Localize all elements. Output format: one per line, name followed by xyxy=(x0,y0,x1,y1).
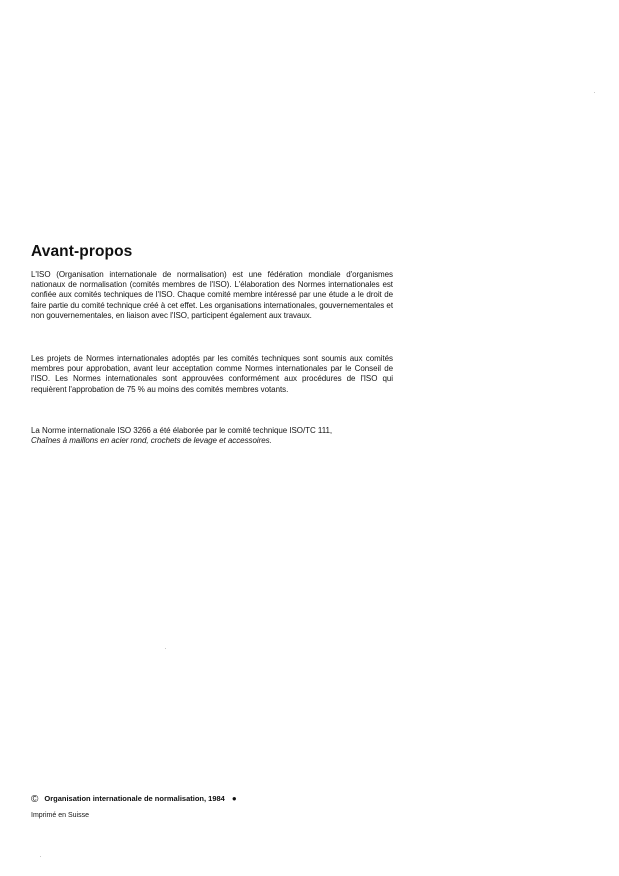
copyright-text: Organisation internationale de normalisation, 1984 xyxy=(44,794,225,803)
foreword-paragraph-standard xyxy=(31,426,393,446)
copyright-line xyxy=(31,794,237,805)
copyright-icon: © xyxy=(31,794,39,805)
foreword-paragraph-iso-description: L'ISO (Organisation internationale de normalisation) est une fédération mondiale d'organismes nationaux de normalisation (comités membres de l'ISO). L'élaboration des Normes internationales est confiée aux comités techniques de l'ISO. Chaque comité membre intéressé par une étude a le droit de faire partie du comité technique créé à cet effet. Les organisations internationales, gouvernementales et non gouvernementales, en liaison avec l'ISO, participent également aux travaux. xyxy=(31,270,393,320)
foreword-paragraph-approval: Les projets de Normes internationales adoptés par les comités techniques sont soumis aux comités membres pour approbation, avant leur acceptation comme Normes internationales par le Conseil de l'ISO. Les Normes internationales sont approuvées conformément aux procédures de l'ISO qui requièrent l'approbation de 75 % au moins des comités membres votants. xyxy=(31,354,393,394)
committee-title-text: Chaînes à maillons en acier rond, crochets de levage et accessoires. xyxy=(31,436,272,446)
scan-speck xyxy=(40,856,41,857)
scan-speck xyxy=(165,648,166,649)
standard-intro-text: La Norme internationale ISO 3266 a été élaborée par le comité technique ISO/TC 111, xyxy=(31,426,333,435)
imprint-text: Imprimé en Suisse xyxy=(31,812,89,819)
scan-speck xyxy=(594,92,595,93)
bullet-icon: ● xyxy=(231,794,237,803)
foreword-heading: Avant-propos xyxy=(31,243,133,260)
